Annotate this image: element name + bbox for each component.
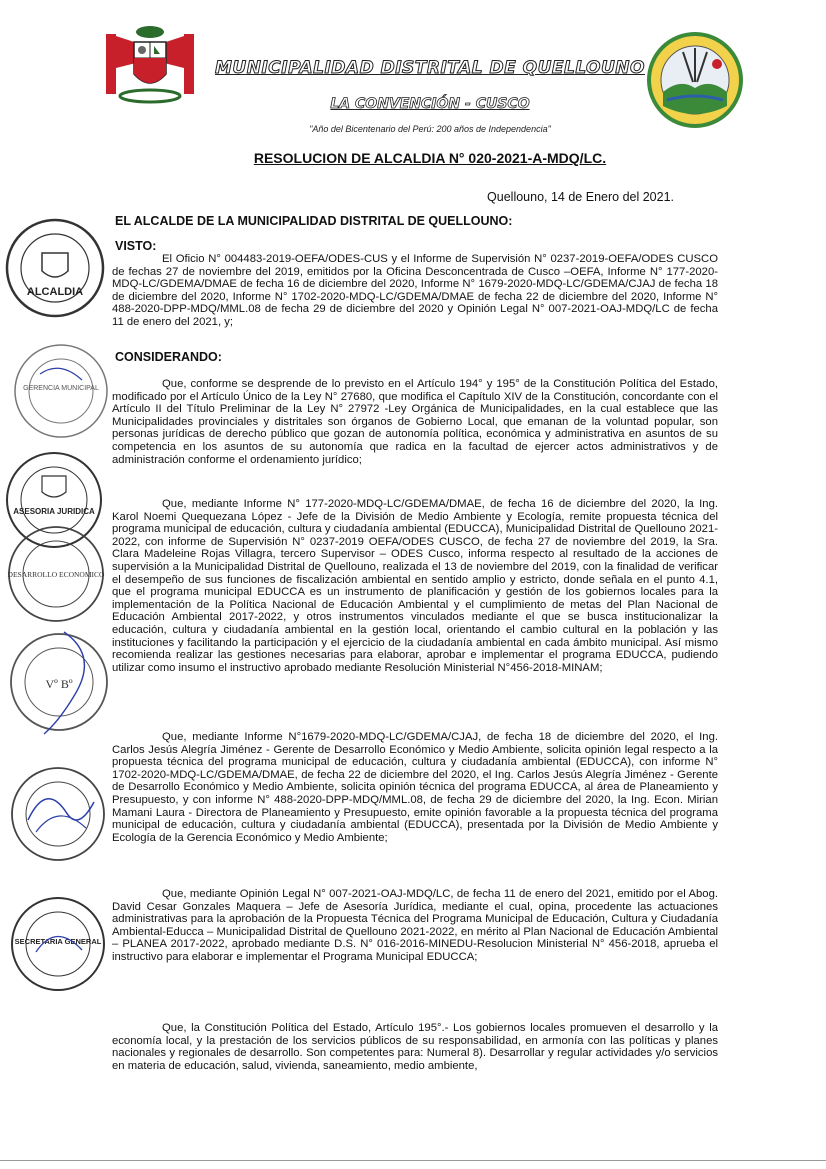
place-date: Quellouno, 14 de Enero del 2021. [487, 190, 674, 204]
secretaria-seal-icon [6, 892, 110, 996]
issuer-heading: EL ALCALDE DE LA MUNICIPALIDAD DISTRITAL DE QUELLOUNO: [115, 214, 513, 228]
secretaria-seal-label: SECRETARIA GENERAL [14, 937, 102, 946]
considerando-paragraph-5: Que, la Constitución Política del Estado, Artículo 195°.- Los gobiernos locales promueven el desarrollo y la economía local, y la prestación de los servicios públicos de su responsabilidad, en armonía con las políticas y planes nacionales y regionales de desarrollo. Son competentes para: Numeral 8). Desarrollar y regular actividades y/o servicios en materia de educación, salud, vivienda, saneamiento, medio ambiente, [112, 1022, 718, 1072]
considerando-paragraph-1: Que, conforme se desprende de lo previsto en el Artículo 194° y 195° de la Constitución Política del Estado, modificado por el Artículo Único de la Ley N° 27680, que modifica el Capítulo XIV de la Constitución, concordante con el Artículo II del Título Preliminar de la Ley N° 27972 -Ley Orgánica de Municipalidades, en la cual establece que las Municipalidades provinciales y distritales son órganos de Gobierno Local, que emanan de la voluntad popular, son personas jurídicas de derecho público que gozan de autonomía política, económica y administrativa en asuntos de su competencia en los asuntos de su autonomía que radica en la facultad de ejercer actos administrativos y de administración conforme el ordenamiento jurídico; [112, 378, 718, 466]
asesoria-seal-label: ASESORIA JURIDICA [13, 507, 95, 516]
considerando-paragraph-3: Que, mediante Informe N°1679-2020-MDQ-LC/GDEMA/CJAJ, de fecha 18 de diciembre del 2020, el Ing. Carlos Jesús Alegría Jiménez - Gerente de Desarrollo Económico y Medio Ambiente, solicita opinión legal respecto a la propuesta técnica del programa municipal de educación, cultura y ciudadanía ambiental (EDUCCA), con informe N° 1702-2020-MDQ-LC/GDEMA/DMAE, de fecha 22 de diciembre del 2020, el Ing. Carlos Jesús Alegría Jiménez - Gerente de Desarrollo Económico y Medio Ambiente, solicita opinión técnica del programa EDUCCA, al área de Planeamiento y Presupuesto, y con informe N° 488-2020-DPP-MDQ/MML.08, de fecha 29 de diciembre del 2020, la Ing. Econ. Mirian Mamani Laura - Directora de Planeamiento y Presupuesto, emite opinión favorable a la propuesta técnica del programa municipal de educación, cultura y ciudadanía ambiental (EDUCCA), presentada por la División de Medio Ambiente y Ecología de la Gerencia Económico y Medio Ambiente; [112, 731, 718, 844]
quellouno-emblem-icon [645, 30, 745, 130]
desarrollo-seal-label: DESARROLLO ECONOMICO [7, 570, 105, 579]
visto-paragraph: El Oficio N° 004483-2019-OEFA/ODES-CUS y el Informe de Supervisión N° 0237-2019-OEFA/ODES CUSCO de fechas 27 de noviembre del 2019, emitidos por la Oficina Desconcentrada de Cusco –OEFA, Informe N° 177-2020-MDQ-LC/GDEMA/DMAE de fecha 16 de diciembre del 2020, Informe N° 1679-2020-MDQ-LC/GDEMA/CJAJ de fecha 18 de diciembre del 2020, Informe N° 1702-2020-MDQ-LC/GDEMA/DMAE de fecha 22 de diciembre del 2020, Informe N° 488-2020-DPP-MDQ/MML.08 de fecha 29 de diciembre del 2020 y Opinión Legal N° 007-2021-OAJ-MDQ/LC de fecha 11 de enero del 2021, y; [112, 253, 718, 328]
resolution-title: RESOLUCION DE ALCALDIA N° 020-2021-A-MDQ/LC. [253, 150, 607, 166]
desarrollo-seal-icon [4, 522, 108, 626]
municipality-location: LA CONVENCIÓN - CUSCO [330, 96, 530, 112]
planeamiento-seal-label: Vº Bº [45, 677, 73, 691]
desarrollo-signature-seal-icon [6, 762, 110, 866]
considerando-paragraph-2: Que, mediante Informe N° 177-2020-MDQ-LC/GDEMA/DMAE, de fecha 16 de diciembre del 2020, la Ing. Karol Noemi Quequezana López - Jefe de la División de Medio Ambiente y Ecología, remite propuesta técnica del programa municipal de educación, cultura y ciudadanía ambiental (EDUCCA), Municipalidad Distrital de Quellouno 2021-2022, con informe de Supervisión N° 0237-2019 OEFA/ODES CUSCO, de fecha 27 de noviembre del 2019, la Sra. Clara Madeleine Rojas Villagra, tercero Supervisor – ODES Cusco, informa respecto al resultado de la acciones de supervisión a la Municipalidad Distrital de Quellouno, realizada el 13 de noviembre del 2019, con la finalidad de verificar el desempeño de sus funciones de fiscalización ambiental en sentido amplio y estricto, donde señala en el punto 4.1, que el programa municipal EDUCCA es un instrumento de planificación y gestión de los gobiernos locales para la implementación de la Política Nacional de Educación Ambiental y el cumplimiento de metas del Plan Nacional de Educación Ambiental 2017-2022, y otros instrumentos vinculados mediante el que se busca institucionalizar la educación, cultura y ciudadanía ambiental en la gestión local, orientando el cambio cultural en la población y las instituciones y facilitando la participación y el ejercicio de la ciudadanía ambiental en cada ámbito municipal. Así mismo recomienda realizar las gestiones necesarias para elaborar, aprobar e implementar el programa EDUCCA, pudiendo utilizar como insumo el instructivo aprobado mediante Resolución Ministerial N°456-2018-MINAM; [112, 498, 718, 674]
considerando-paragraph-4: Que, mediante Opinión Legal N° 007-2021-OAJ-MDQ/LC, de fecha 11 de enero del 2021, emitido por el Abog. David Cesar Gonzales Maquera – Jefe de Asesoría Jurídica, mediante el cual, opina, procedente las actuaciones administrativas para la aprobación de la Propuesta Técnica del Programa Municipal de Educación, Cultura y Ciudadanía Ambiental-Educca – Municipalidad Distrital de Quellouno 2021-2022, en mérito al Plan Nacional de Educación Ambiental – PLANEA 2017-2022, aprobado mediante D.S. N° 016-2016-MINEDU-Resolucion Ministerial N° 456-2018, aprueba el instructivo para elaborar e implementar el Programa Municipal EDUCCA; [112, 888, 718, 963]
page-bottom-edge [0, 1160, 826, 1161]
peru-coat-of-arms-icon [100, 22, 200, 110]
municipality-name: MUNICIPALIDAD DISTRITAL DE QUELLOUNO [215, 58, 645, 78]
year-motto: "Año del Bicentenario del Perú: 200 años de Independencia" [309, 124, 551, 134]
alcaldia-seal-icon [2, 215, 108, 321]
considerando-heading: CONSIDERANDO: [115, 350, 222, 364]
visto-heading: VISTO: [115, 239, 157, 253]
planeamiento-seal-icon [4, 626, 114, 738]
gerencia-seal-icon [10, 340, 112, 442]
alcaldia-seal-label: ALCALDIA [26, 286, 84, 298]
gerencia-seal-label: GERENCIA MUNICIPAL [23, 385, 99, 392]
